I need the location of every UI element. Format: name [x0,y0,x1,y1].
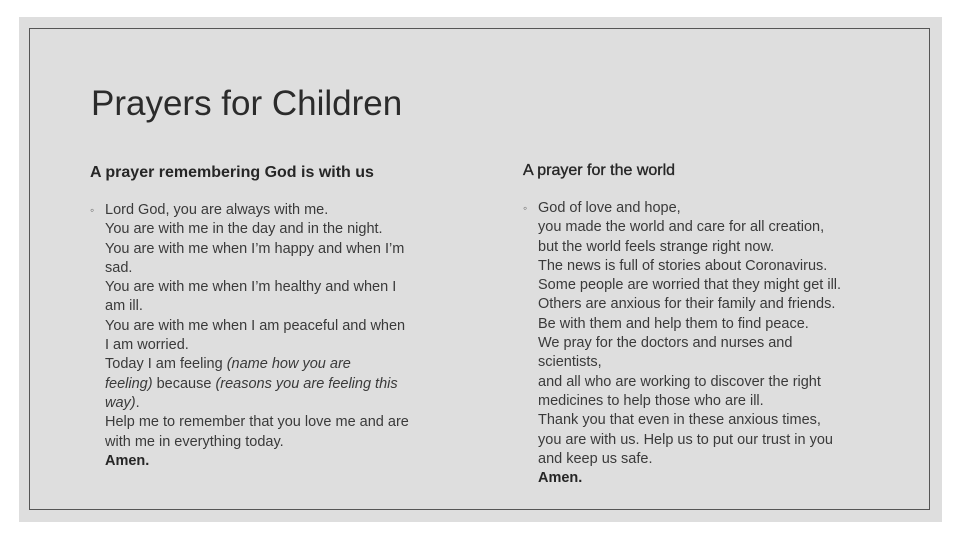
prayer-line: with me in everything today. [105,433,284,450]
slide-title: Prayers for Children [91,84,403,123]
prayer-line: Some people are worried that they might get ill. [538,277,842,294]
prayer-line: You are with me when I am peaceful and when [105,317,406,334]
bullet-icon: ◦ [523,201,528,215]
prayer-line-feeling-1 [105,355,470,374]
feeling-placeholder-2b: way) [105,394,136,411]
prayer-line: you made the world and care for all creation, [538,219,825,236]
prayer-line: You are with me when I’m happy and when I’m [105,240,405,257]
prayer-line: but the world feels strange right now. [538,238,775,255]
prayer-line: Others are anxious for their family and friends. [538,296,836,313]
prayer-line: The news is full of stories about Coronavirus. [538,257,828,274]
left-prayer-heading: A prayer remembering God is with us [90,164,374,181]
prayer-line: I am worried. [105,337,189,354]
left-prayer-body [90,201,470,471]
prayer-line-feeling-2 [105,375,470,394]
prayer-line: You are with me when I’m healthy and when I [105,279,397,296]
bullet-icon: ◦ [90,203,95,217]
feeling-placeholder-1b: feeling) [105,375,153,392]
feeling-placeholder-2a: (reasons you are feeling this [215,375,398,392]
feeling-suffix: . [135,394,140,411]
prayer-line: We pray for the doctors and nurses and [538,335,793,352]
feeling-prefix: Today I am feeling [105,356,227,373]
prayer-line: medicines to help those who are ill. [538,392,764,409]
feeling-placeholder-1a: (name how you are [226,356,351,373]
amen-text: Amen. [538,470,583,487]
prayer-line: and all who are working to discover the right [538,373,821,390]
prayer-line-feeling-3 [105,394,470,413]
prayer-line: Lord God, you are always with me. [105,202,329,218]
prayer-line: Be with them and help them to find peace. [538,315,809,332]
right-prayer-body [523,199,883,488]
prayer-line: Thank you that even in these anxious times, [538,412,821,429]
feeling-middle: because [152,375,216,392]
prayer-line: sad. [105,259,133,276]
prayer-line: God of love and hope, [538,200,681,216]
prayer-line: scientists, [538,354,602,371]
prayer-line: am ill. [105,298,143,315]
left-prayer-column [90,164,470,471]
prayer-line: Help me to remember that you love me and are [105,414,409,431]
amen-text: Amen. [105,452,150,469]
right-prayer-column [523,162,883,488]
prayer-line: you are with us. Help us to put our trust in you [538,431,833,448]
prayer-line: You are with me in the day and in the night. [105,221,383,238]
prayer-line: and keep us safe. [538,450,653,467]
right-prayer-heading: A prayer for the world [523,162,676,179]
